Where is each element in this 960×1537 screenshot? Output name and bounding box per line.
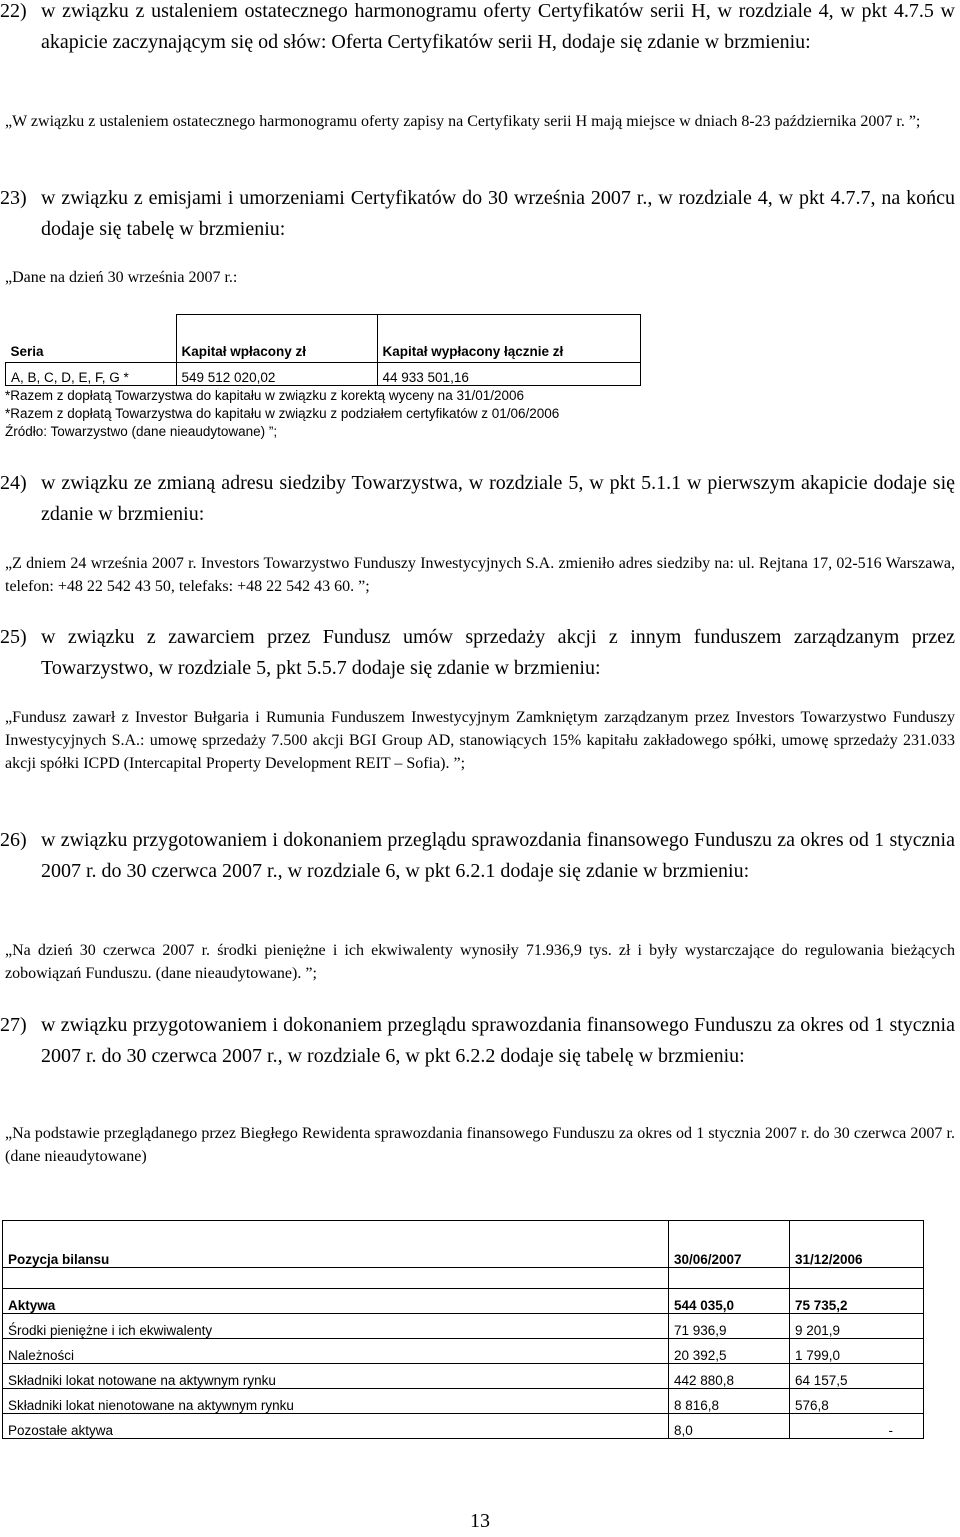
header-cell: Seria [6, 315, 177, 363]
table-cell: Należności [3, 1339, 669, 1364]
quote-27: „Na podstawie przeglądanego przez Biegłego Rewidenta sprawozdania finansowego Funduszu za okres od 1 stycznia 2007 r. do 30 czerwca 2007 r. (dane nieaudytowane) [5, 1125, 955, 1165]
table-cell: - [790, 1414, 924, 1439]
item-number: 25) [0, 626, 27, 648]
table-row [3, 1414, 924, 1439]
table-row [3, 1364, 924, 1389]
table-spacer-row [3, 1268, 924, 1289]
item-number: 22) [0, 0, 27, 22]
table-cell: 8,0 [669, 1414, 790, 1439]
list-item-26 [0, 825, 955, 887]
item-text: w związku przygotowaniem i dokonaniem przeglądu sprawozdania finansowego Funduszu za okres od 1 stycznia 2007 r. do 30 czerwca 2007 r., w rozdziale 6, w pkt 6.2.2 dodaje się tabelę w brzmieniu: [41, 1014, 955, 1067]
table-row [3, 1389, 924, 1414]
table-cell: Składniki lokat nienotowane na aktywnym rynku [3, 1389, 669, 1414]
item-number: 27) [0, 1014, 27, 1036]
note-line: *Razem z dopłatą Towarzystwa do kapitału w związku z korektą wyceny na 31/01/2006 [5, 388, 525, 403]
header-cell: Kapitał wpłacony zł [176, 315, 377, 363]
table-notes [5, 387, 559, 441]
table-row [3, 1314, 924, 1339]
header-cell: 31/12/2006 [790, 1221, 924, 1268]
quote-24: „Z dniem 24 września 2007 r. Investors Towarzystwo Funduszy Inwestycyjnych S.A. zmieniło adres siedziby na: ul. Rejtana 17, 02-516 Warszawa, telefon: +48 22 542 43 50, telefaks: +48 22 542 43 60. ”; [5, 555, 955, 595]
list-item-25 [0, 622, 955, 684]
list-item-22 [0, 0, 955, 58]
item-text: w związku z emisjami i umorzeniami Certyfikatów do 30 września 2007 r., w rozdziale 4, w pkt 4.7.7, na końcu dodaje się tabelę w brzmieniu: [41, 187, 955, 240]
item-number: 26) [0, 829, 27, 851]
item-number: 24) [0, 472, 27, 494]
table-cell: 20 392,5 [669, 1339, 790, 1364]
quote-25: „Fundusz zawarł z Investor Bułgaria i Rumunia Funduszem Inwestycyjnym Zamkniętym zarządzanym przez Investors Towarzystwo Funduszy Inwestycyjnych S.A.: umowę sprzedaży 7.500 akcji BGI Group AD, stanowiących 15% kapitału zakładowego spółki, umowę sprzedaży 231.033 akcji spółki ICPD (Intercapital Property Development REIT – Sofia). ”; [5, 709, 955, 772]
table-cell: 544 035,0 [669, 1289, 790, 1314]
header-cell: 30/06/2007 [669, 1221, 790, 1268]
table-cell: 9 201,9 [790, 1314, 924, 1339]
item-text: w związku przygotowaniem i dokonaniem przeglądu sprawozdania finansowego Funduszu za okres od 1 stycznia 2007 r. do 30 czerwca 2007 r., w rozdziale 6, w pkt 6.2.1 dodaje się zdanie w brzmieniu: [41, 829, 955, 882]
balance-sheet-table [2, 1220, 924, 1439]
item-number: 23) [0, 187, 27, 209]
list-item-24 [0, 468, 955, 530]
table-cell: 71 936,9 [669, 1314, 790, 1339]
table-cell: 8 816,8 [669, 1389, 790, 1414]
header-cell: Pozycja bilansu [3, 1221, 669, 1268]
source-note: Źródło: Towarzystwo (dane nieaudytowane) ”; [5, 424, 278, 439]
note-line: *Razem z dopłatą Towarzystwa do kapitału w związku z podziałem certyfikatów z 01/06/2006 [5, 406, 560, 421]
table-cell: 576,8 [790, 1389, 924, 1414]
quote-23: „Dane na dzień 30 września 2007 r.: [5, 269, 238, 286]
table-cell: Składniki lokat notowane na aktywnym rynku [3, 1364, 669, 1389]
table-cell: 549 512 020,02 [176, 363, 377, 386]
table-cell: 64 157,5 [790, 1364, 924, 1389]
table-header-row [3, 1221, 924, 1268]
item-text: w związku ze zmianą adresu siedziby Towarzystwa, w rozdziale 5, w pkt 5.1.1 w pierwszym akapicie dodaje się zdanie w brzmieniu: [41, 472, 955, 525]
item-text: w związku z ustaleniem ostatecznego harmonogramu oferty Certyfikatów serii H, w rozdziale 4, w pkt 4.7.5 w akapicie zaczynającym się od słów: Oferta Certyfikatów serii H, dodaje się zdanie w brzmieniu: [41, 0, 955, 53]
table-header-row [6, 315, 641, 363]
page-number: 13 [470, 1510, 490, 1532]
table-cell: Środki pieniężne i ich ekwiwalenty [3, 1314, 669, 1339]
header-cell: Kapitał wypłacony łącznie zł [377, 315, 640, 363]
table-cell: 442 880,8 [669, 1364, 790, 1389]
item-text: w związku z zawarciem przez Fundusz umów sprzedaży akcji z innym funduszem zarządzanym przez Towarzystwo, w rozdziale 5, pkt 5.5.7 dodaje się zdanie w brzmieniu: [41, 626, 955, 679]
quote-26: „Na dzień 30 czerwca 2007 r. środki pieniężne i ich ekwiwalenty wynosiły 71.936,9 tys. zł i były wystarczające do regulowania bieżących zobowiązań Funduszu. (dane nieaudytowane). ”; [5, 942, 955, 982]
table-cell: 44 933 501,16 [377, 363, 640, 386]
table-cell: Pozostałe aktywa [3, 1414, 669, 1439]
quote-22: „W związku z ustaleniem ostatecznego harmonogramu oferty zapisy na Certyfikaty serii H mają miejsce w dniach 8-23 października 2007 r. ”; [5, 113, 921, 130]
table-cell: 75 735,2 [790, 1289, 924, 1314]
table-cell: Aktywa [3, 1289, 669, 1314]
table-row [6, 363, 641, 386]
table-row [3, 1289, 924, 1314]
table-row [3, 1339, 924, 1364]
table-cell: 1 799,0 [790, 1339, 924, 1364]
list-item-27 [0, 1010, 955, 1072]
table-cell: A, B, C, D, E, F, G * [6, 363, 177, 386]
certificates-table [5, 314, 641, 386]
list-item-23 [0, 183, 955, 245]
